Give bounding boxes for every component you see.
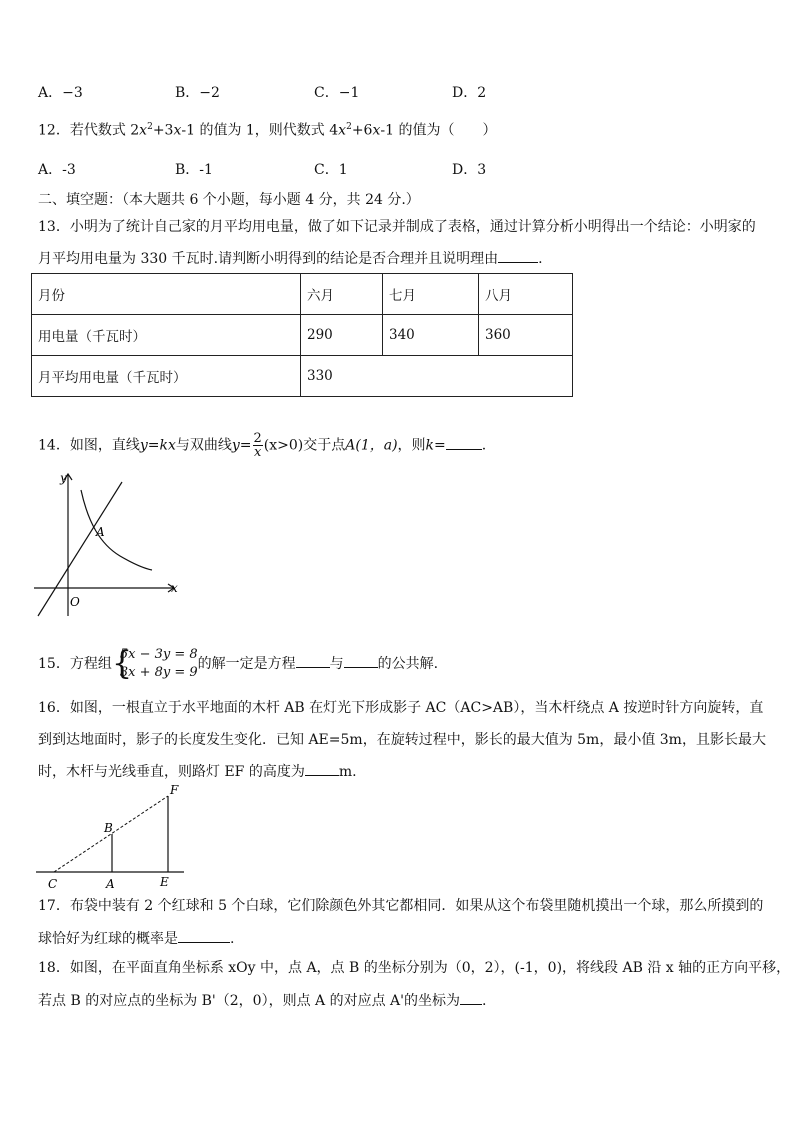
table-row	[32, 274, 573, 315]
q18-line2: 若点 B 的对应点的坐标为 B'（2，0），则点 A 的对应点 A'的坐标为 .	[38, 990, 486, 1011]
label-c: C	[48, 877, 58, 891]
q15-blank-2[interactable]	[344, 653, 378, 668]
fraction: $\frac{2}{x}$	[253, 431, 262, 460]
brace-icon: {	[111, 644, 133, 682]
q18-answer-blank[interactable]	[460, 990, 482, 1005]
q14-stem: 14．如图，直线y=kx与双曲线y= $\frac{2}{x}$ (x>0)交于点A(1，a)，则k= .	[38, 431, 487, 460]
usage-table	[31, 273, 573, 397]
label-a: A	[96, 525, 105, 539]
q16-line1: 16．如图，一根直立于水平地面的木杆 AB 在灯光下形成影子 AC（AC>AB），当木杆绕点 A 按逆时针方向旋转，直	[38, 700, 764, 716]
table-cell: 月平均用电量（千瓦时）	[32, 356, 301, 397]
q18-line1: 18．如图，在平面直角坐标系 xOy 中，点 A，点 B 的坐标分别为（0，2），(-1，0)，将线段 AB 沿 x 轴的正方向平移，	[38, 960, 791, 976]
q13-answer-blank[interactable]	[498, 248, 538, 263]
label-x: x	[171, 581, 178, 595]
q11-option-c[interactable]: C．−1	[314, 85, 360, 101]
q17-line1: 17．布袋中装有 2 个红球和 5 个白球，它们除颜色外其它都相同．如果从这个布袋里随机摸出一个球，那么所摸到的	[38, 898, 764, 914]
table-row	[32, 315, 573, 356]
table-cell: 月份	[32, 274, 301, 315]
q15-stem: 15．方程组 { 5x − 3y = 8 3x + 8y = 9 的解一定是方程 与 的公共解.	[38, 644, 439, 682]
table-row	[32, 356, 573, 397]
q14-answer-blank[interactable]	[446, 435, 482, 450]
q11-option-d[interactable]: D．2	[452, 85, 487, 101]
q11-option-a[interactable]: A．−3	[38, 85, 83, 101]
q12-options	[38, 159, 558, 179]
q17-line2: 球恰好为红球的概率是 .	[38, 928, 234, 949]
label-o: O	[70, 595, 80, 609]
label-e: E	[160, 875, 169, 889]
section-heading: 二、填空题：（本大题共 6 个小题，每小题 4 分，共 24 分.）	[38, 192, 420, 208]
table-cell: 六月	[301, 274, 383, 315]
q12-option-d[interactable]: D．3	[452, 162, 487, 178]
q12-option-b[interactable]: B．-1	[175, 162, 213, 178]
table-cell: 七月	[383, 274, 479, 315]
table-cell: 290	[301, 315, 383, 356]
label-a: A	[106, 877, 115, 891]
q12-option-a[interactable]: A．-3	[38, 162, 76, 178]
table-cell: 用电量（千瓦时）	[32, 315, 301, 356]
q16-line3: 时，木杆与光线垂直，则路灯 EF 的高度为 m.	[38, 761, 357, 782]
table-cell: 330	[301, 356, 573, 397]
equation-system: { 5x − 3y = 8 3x + 8y = 9	[111, 644, 198, 682]
table-cell: 八月	[479, 274, 573, 315]
q16-line2: 到到达地面时，影子的长度发生变化．已知 AE=5m，在旋转过程中，影长的最大值为 5m，最小值 3m，且影长最大	[38, 732, 766, 748]
q17-answer-blank[interactable]	[178, 928, 230, 943]
q16-figure	[34, 782, 194, 892]
line-y-kx	[38, 482, 122, 616]
table-cell: 360	[479, 315, 573, 356]
label-b: B	[104, 821, 113, 835]
q11-option-b[interactable]: B．−2	[175, 85, 220, 101]
q12-stem: 12．若代数式 $2x^2+3x-1$ 的值为 1，则代数式 $4x^2+6x-1$ 的值为（ ）	[38, 122, 497, 139]
q16-answer-blank[interactable]	[305, 761, 339, 776]
label-f: F	[170, 783, 179, 797]
q12-option-c[interactable]: C．1	[314, 162, 348, 178]
q11-options	[38, 82, 558, 102]
q13-line2: 月平均用电量为 330 千瓦时.请判断小明得到的结论是否合理并且说明理由 .	[38, 248, 543, 269]
label-y: y	[60, 471, 67, 485]
q13-line1: 13．小明为了统计自己家的月平均用电量，做了如下记录并制成了表格，通过计算分析小明得出一个结论：小明家的	[38, 219, 756, 235]
table-cell: 340	[383, 315, 479, 356]
q15-blank-1[interactable]	[296, 653, 330, 668]
q14-figure	[34, 470, 184, 620]
